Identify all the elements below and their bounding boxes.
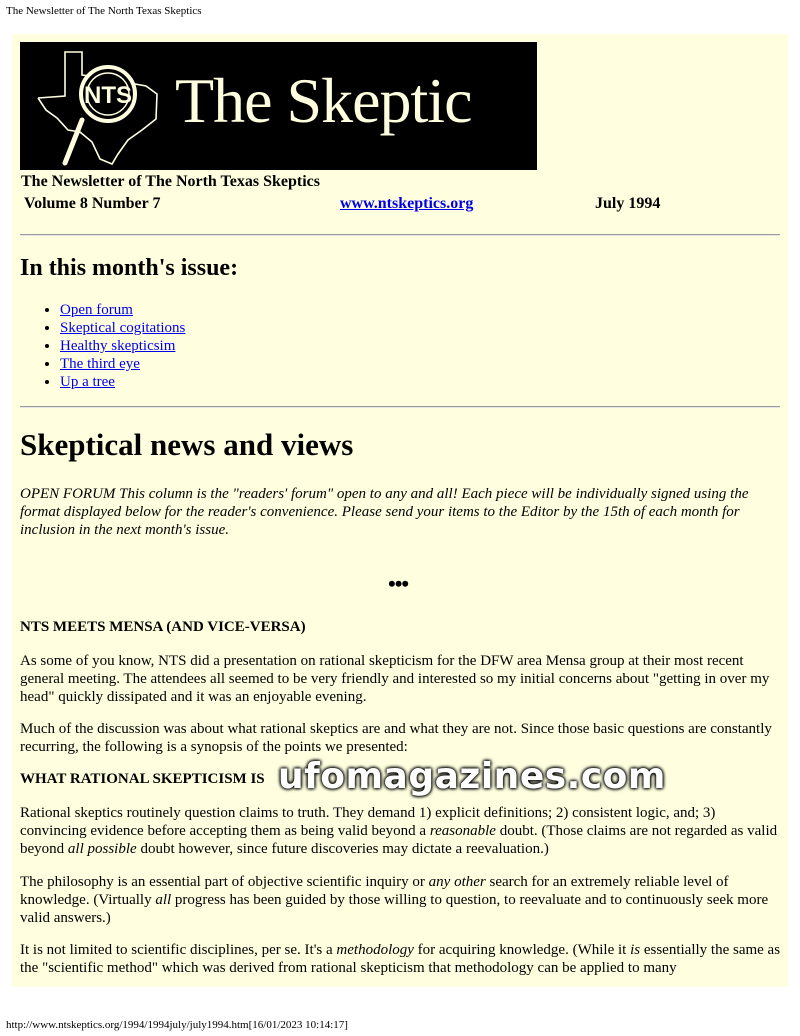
browser-url-footer: http://www.ntskeptics.org/1994/1994july/july1994.htm[16/01/2023 10:14:17]: [6, 1019, 348, 1031]
text-run: The philosophy is an essential part of objective scientific inquiry or: [20, 874, 429, 890]
text-run: progress has been guided by those willing to question, to reevaluate and to continuously seek more valid answers.): [20, 892, 769, 926]
newsletter-name: The Newsletter of The North Texas Skeptics: [21, 173, 320, 190]
section-heading: Skeptical news and views: [20, 427, 354, 462]
text-run: essentially the same as the "scientific method" which was derived from rational skepticism that methodology can be applied to many: [20, 942, 781, 976]
article-subheading: WHAT RATIONAL SKEPTICISM IS: [20, 771, 265, 787]
article-paragraph: [20, 873, 784, 927]
toc-link-healthy-skepticism[interactable]: Healthy skepticsim: [60, 338, 176, 354]
article-paragraph: Much of the discussion was about what rational skeptics are and what they are not. Since those basic questions are constantly recurring, the following is a synopsis of the points we presented:: [20, 721, 772, 755]
contents-list: [40, 301, 185, 391]
article-paragraph: [20, 804, 784, 858]
newsletter-page: [12, 34, 788, 987]
issue-date: July 1994: [595, 195, 661, 212]
article-paragraph: [20, 941, 784, 977]
masthead-banner: [20, 42, 537, 170]
text-run: It is not limited to scientific disciplines, per se. It's a: [20, 942, 337, 958]
text-run: Rational skeptics routinely question claims to truth. They demand 1) explicit definitions; 2) consistent logic, and; 3) convincing evidence before accepting them as being valid beyond a: [20, 805, 716, 839]
text-run: search for an extremely reliable level of knowledge. (Virtually: [20, 874, 729, 908]
emphasis: methodology: [336, 942, 414, 958]
browser-page-title: The Newsletter of The North Texas Skeptics: [6, 5, 202, 17]
emphasis: is: [630, 942, 641, 958]
list-item: [60, 373, 185, 391]
list-item: [60, 319, 185, 337]
emphasis: all: [155, 892, 172, 908]
text-run: for acquiring knowledge. (While it: [413, 942, 631, 958]
toc-link-third-eye[interactable]: The third eye: [60, 356, 140, 372]
volume-number: Volume 8 Number 7: [24, 195, 161, 212]
toc-link-open-forum[interactable]: Open forum: [60, 302, 133, 318]
emphasis: any other: [428, 874, 486, 890]
website-link[interactable]: www.ntskeptics.org: [340, 195, 474, 212]
list-item: [60, 355, 185, 373]
separator-dots: •••: [388, 571, 409, 596]
texas-map-logo-icon: [20, 42, 170, 170]
masthead-title: The Skeptic: [175, 65, 472, 136]
logo-text: NTS: [84, 82, 132, 109]
text-run: doubt however, since future discoveries may dictate a reevaluation.): [136, 841, 549, 857]
article-title: NTS MEETS MENSA (AND VICE-VERSA): [20, 619, 306, 635]
contents-heading: In this month's issue:: [20, 255, 239, 281]
text-run: doubt. (Those claims are not regarded as valid beyond: [20, 823, 778, 857]
article-paragraph: As some of you know, NTS did a presentation on rational skepticism for the DFW area Mensa group at their most recent general meeting. The attendees all seemed to be very friendly and interested so my initial concerns about "getting in over my head" quickly dissipated and it was an enjoyable evening.: [20, 653, 770, 705]
toc-link-up-a-tree[interactable]: Up a tree: [60, 374, 115, 390]
toc-link-skeptical-cogitations[interactable]: Skeptical cogitations: [60, 320, 186, 336]
list-item: [60, 337, 185, 355]
open-forum-intro: OPEN FORUM This column is the "readers' forum" open to any and all! Each piece will be individually signed using the format displayed below for the reader's convenience. Please send your items to the Editor by the 15th of each month for inclusion in the next month's issue.: [20, 486, 749, 538]
emphasis: all possible: [67, 841, 137, 857]
list-item: [60, 301, 185, 319]
divider: [20, 406, 780, 408]
divider: [20, 234, 780, 236]
watermark: ufomagazines.com: [278, 756, 666, 797]
emphasis: reasonable: [429, 823, 496, 839]
